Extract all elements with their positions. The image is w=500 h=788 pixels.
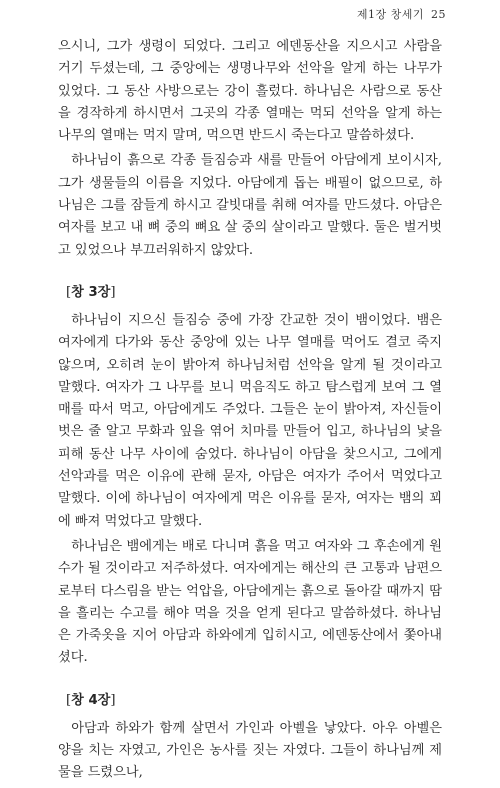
- body-paragraph: 하나님이 지으신 들짐승 중에 가장 간교한 것이 뱀이었다. 뱀은 여자에게 다가와 동산 중앙에 있는 나무 열매를 먹어도 결코 죽지 않으며, 오히려 눈이 밝아져 하나님처럼 선악을 알게 될 것이라고 말했다. 여자가 그 나무를 보니 먹음직도 하고 탐스럽게 보여 그 열매를 따서 먹고, 아담에게도 주었다. 그들은 눈이 밝아져, 자신들이 벗은 줄 알고 무화과 잎을 엮어 치마를 만들어 입고, 하나님의 낯을 피해 동산 나무 사이에 숨었다. 하나님이 아담을 찾으시고, 그에게 선악과를 먹은 이유에 관해 묻자, 아담은 여자가 주어서 먹었다고 말했다. 이에 하나님이 여자에게 먹은 이유를 묻자, 여자는 뱀의 꾀에 빠져 먹었다고 말했다.: [58, 312, 442, 529]
- page-number: 25: [431, 8, 446, 21]
- heading-close-bracket: ]: [110, 692, 116, 708]
- heading-open-bracket: [: [66, 692, 72, 708]
- running-header: [357, 6, 446, 22]
- heading-open-bracket: [: [66, 284, 72, 300]
- section-heading-genesis-3: [66, 282, 442, 304]
- body-paragraph: 아담과 하와가 함께 살면서 가인과 아벨을 낳았다. 아우 아벨은 양을 치는 자였고, 가인은 농사를 짓는 자였다. 그들이 하나님께 제물을 드렸으나,: [58, 720, 442, 781]
- body-paragraph: 하나님이 흙으로 각종 들짐승과 새를 만들어 아담에게 보이시자, 그가 생물들의 이름을 지었다. 아담에게 돕는 배필이 없으므로, 하나님은 그를 잠들게 하시고 갈빗대를 취해 여자를 만드셨다. 아담은 여자를 보고 내 뼈 중의 뼈요 살 중의 살이라고 말했다. 둘은 벌거벗고 있었으나 부끄러워하지 않았다.: [58, 153, 442, 258]
- section-heading-genesis-4: [66, 690, 442, 712]
- heading-label: 창 4장: [71, 692, 111, 708]
- chapter-title: 제1장 창세기: [356, 8, 424, 21]
- page-body: [58, 36, 442, 788]
- body-paragraph: 하나님은 뱀에게는 배로 다니며 흙을 먹고 여자와 그 후손에게 원수가 될 것이라고 저주하셨다. 여자에게는 해산의 큰 고통과 남편으로부터 다스림을 받는 억압을, 아담에게는 흙으로 돌아갈 때까지 땀을 흘리는 수고를 해야 먹을 것을 얻게 된다고 말씀하셨다. 하나님은 가죽옷을 지어 아담과 하와에게 입히시고, 에덴동산에서 쫓아내셨다.: [58, 538, 442, 666]
- heading-label: 창 3장: [71, 284, 111, 300]
- body-paragraph: 으시니, 그가 생령이 되었다. 그리고 에덴동산을 지으시고 사람을 거기 두셨는데, 그 중앙에는 생명나무와 선악을 알게 하는 나무가 있었다. 그 동산 사방으로는 강이 흘렀다. 하나님은 사람으로 동산을 경작하게 하시면서 그곳의 각종 열매는 먹되 선악을 알게 하는 나무의 열매는 먹지 말며, 먹으면 반드시 죽는다고 말씀하셨다.: [58, 39, 442, 144]
- heading-close-bracket: ]: [110, 284, 116, 300]
